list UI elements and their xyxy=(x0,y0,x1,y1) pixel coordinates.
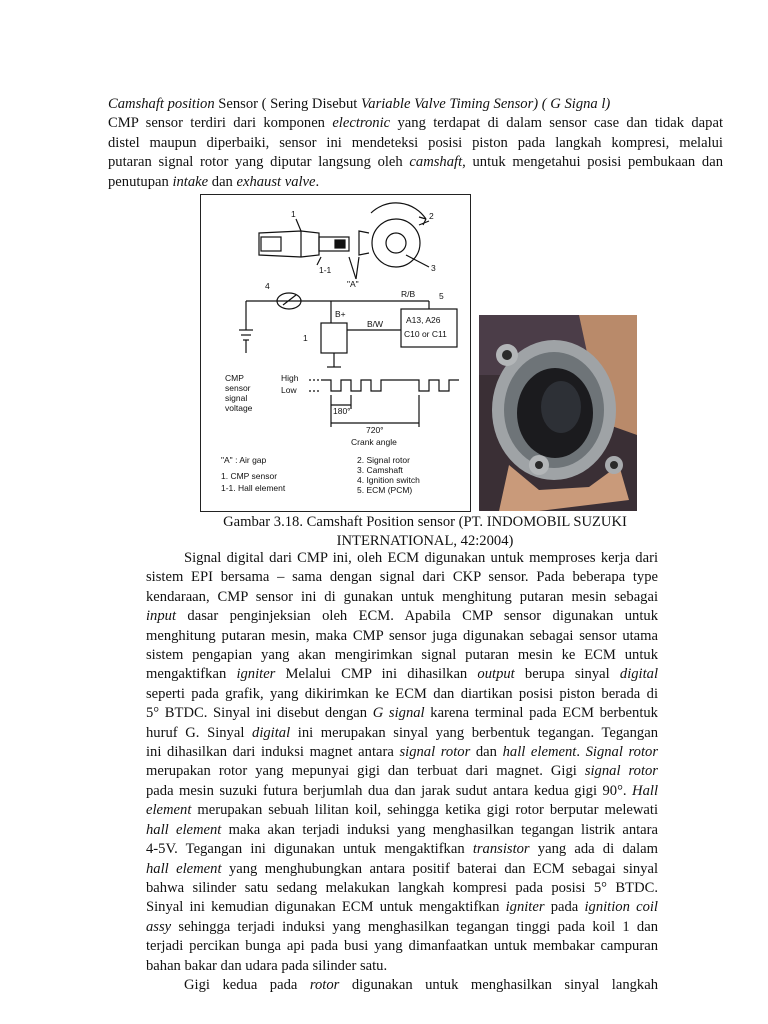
legend-ecm: 5. ECM (PCM) xyxy=(357,485,413,495)
ecm-terminal-label-2: C10 or C11 xyxy=(404,329,447,339)
legend-air-gap: "A" : Air gap xyxy=(221,455,267,465)
body-line: pada mesin suzuki futura berjumlah dua dan jarak sudut antara kedua gigi 90°. Hall xyxy=(146,782,658,799)
sensor-connector xyxy=(261,237,281,251)
body-line: element merupakan sebuah lilitan koil, sehingga ketika gigi rotor berputar melewati xyxy=(146,802,658,819)
cmp-diagram-svg xyxy=(201,195,470,511)
cmp-sensor-body xyxy=(259,231,319,257)
intro-line: penutupan intake dan exhaust valve. xyxy=(108,173,320,190)
hall-element xyxy=(335,240,345,248)
diagram-label-1b: 1 xyxy=(303,333,308,343)
body-line: Sinyal ini kemudian digunakan ECM untuk mengaktifkan igniter pada ignition coil xyxy=(146,899,658,916)
section-heading: Camshaft position Sensor ( Sering Disebut Variable Valve Timing Sensor) ( G Signa l) xyxy=(108,96,611,112)
body-line: sistem pengapian yang akan mengirimkan signal putaran mesin ke ECM untuk xyxy=(146,647,658,664)
body-line: huruf G. Sinyal digital ini merupakan sinyal yang berbentuk tegangan. Tegangan xyxy=(146,724,658,741)
body-line: merupakan rotor yang mepunyai gigi dan terbuat dari magnet. Gigi signal rotor xyxy=(146,763,658,780)
body-line: ini dihasilkan dari induksi magnet antara signal rotor dan hall element. Signal rotor xyxy=(146,744,659,761)
air-gap-marker: "A" xyxy=(347,279,359,289)
intro-line: CMP sensor terdiri dari komponen electronic yang terdapat di dalam sensor case dan tidak dapat xyxy=(108,115,723,132)
crank-angle-label: Crank angle xyxy=(351,437,397,447)
body-line: bahwa silinder satu sedang melakukan langkah kompresi pada posisi 5° BTDC. xyxy=(146,879,658,896)
camshaft xyxy=(386,233,406,253)
body-line: input dasar penginjeksian oleh ECM. Apabila CMP sensor digunakan untuk xyxy=(146,608,658,625)
wire-label-rb: R/B xyxy=(401,289,416,299)
legend-signal-rotor: 2. Signal rotor xyxy=(357,455,410,465)
wire-label-bw: B/W xyxy=(367,319,384,329)
diagram-label-3: 3 xyxy=(431,263,436,273)
body-line: Signal digital dari CMP ini, oleh ECM digunakan untuk memproses kerja dari xyxy=(184,550,658,566)
cmp-sensor-diagram xyxy=(200,194,471,512)
legend-cmp-sensor: 1. CMP sensor xyxy=(221,471,278,481)
figure-caption xyxy=(150,513,700,552)
body-line: menghitung putaran mesin, maka CMP sensor juga digunakan sebagai sensor utama xyxy=(146,627,658,644)
body-line: Gigi kedua pada rotor digunakan untuk menghasilkan sinyal langkah xyxy=(184,976,658,993)
angle-180-label: 180° xyxy=(333,406,351,416)
caption-line: Gambar 3.18. Camshaft Position sensor (PT. INDOMOBIL SUZUKI xyxy=(223,514,627,530)
body-line: sistem EPI bersama – sama dengan signal dari CKP sensor. Pada beberapa type xyxy=(146,569,658,586)
legend-hall-element: 1-1. Hall element xyxy=(221,483,286,493)
body-line: hall element maka akan terjadi induksi yang menghasilkan tegangan listrik antara xyxy=(146,821,658,838)
body-line: assy sehingga terjadi induksi yang menghasilkan tegangan tinggi pada koil 1 dan xyxy=(146,918,658,935)
rotation-arrow xyxy=(371,203,426,219)
caption-line: INTERNATIONAL, 42:2004) xyxy=(336,533,514,550)
angle-720-label: 720° xyxy=(366,425,384,435)
body-line: hall element yang menghubungkan antara positif baterai dan ECM sebagai sinyal xyxy=(146,860,658,877)
body-line: 4-5V. Tegangan ini digunakan untuk mengaktifkan transistor yang ada di dalam xyxy=(146,841,658,858)
cmp-sensor-photo xyxy=(479,315,637,511)
cmp-transistor-box xyxy=(321,323,347,353)
body-line: bahan bakar dan udara pada silinder satu. xyxy=(146,957,388,974)
diagram-label-1: 1 xyxy=(291,209,296,219)
intro-line: putaran signal rotor yang diputar langsung oleh camshaft, untuk mengetahui posisi pembukaan dan xyxy=(108,154,723,171)
cmp-sensor-photo-svg xyxy=(479,315,637,511)
intro-line: distel maupun diperbaiki, sensor ini mendeteksi posisi piston pada langkah kompresi, melalui xyxy=(108,134,723,151)
legend-ignition-switch: 4. Ignition switch xyxy=(357,475,420,485)
body-paragraphs xyxy=(146,549,658,995)
diagram-label-1-1: 1-1 xyxy=(319,265,332,275)
signal-rotor xyxy=(372,219,420,267)
b-plus-label: B+ xyxy=(335,309,346,319)
intro-section xyxy=(108,95,723,192)
low-label: Low xyxy=(281,385,297,395)
cmp-signal-label: sensor xyxy=(225,383,251,393)
legend-camshaft: 3. Camshaft xyxy=(357,465,403,475)
cmp-signal-label: voltage xyxy=(225,403,253,413)
body-line: seperti pada grafik, yang dikirimkan ke ECM dan diartikan posisi piston berada di xyxy=(146,685,658,702)
body-line: terjadi percikan bunga api pada busi yang dimanfaatkan untuk membakar campuran xyxy=(146,938,658,955)
body-line: kendaraan, CMP sensor ini di gunakan untuk menghitung putaran mesin sebagai xyxy=(146,588,658,605)
diagram-label-5: 5 xyxy=(439,291,444,301)
cmp-waveform xyxy=(321,380,459,391)
cmp-signal-label: CMP xyxy=(225,373,244,383)
high-label: High xyxy=(281,373,299,383)
diagram-label-2: 2 xyxy=(429,211,434,221)
diagram-label-4: 4 xyxy=(265,281,270,291)
ecm-terminal-label: A13, A26 xyxy=(406,315,441,325)
body-line: 5° BTDC. Sinyal ini disebut dengan G signal karena terminal pada ECM berbentuk xyxy=(146,705,658,722)
cmp-signal-label: signal xyxy=(225,393,248,403)
body-line: mengaktifkan igniter Melalui CMP ini dihasilkan output berupa sinyal digital xyxy=(146,666,658,683)
